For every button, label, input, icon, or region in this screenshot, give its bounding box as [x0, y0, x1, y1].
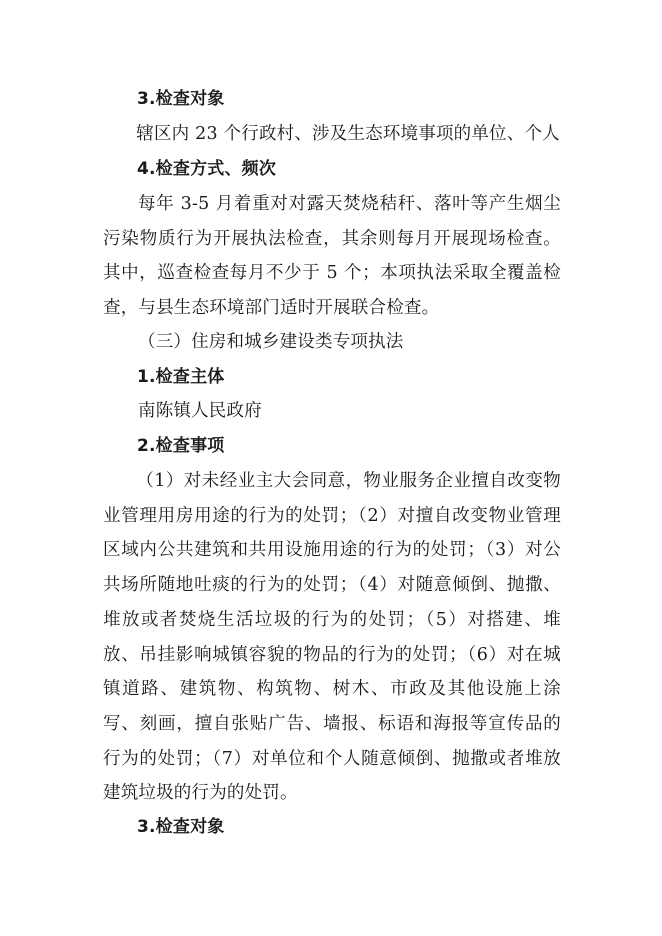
inspection-items-text: （1）对未经业主大会同意，物业服务企业擅自改变物业管理用房用途的行为的处罚；（2）对擅自改变物业管理区域内公共建筑和共用设施用途的行为的处罚；（3）对公共场所随地吐痰的行为的处罚；（4）对随意倾倒、抛撒、堆放或者焚烧生活垃圾的行为的处罚；（5）对搭建、堆放、吊挂影响城镇容貌的物品的行为的处罚；（6）对在城镇道路、建筑物、构筑物、树木、市政及其他设施上涂写、刻画，擅自张贴广告、墙报、标语和海报等宣传品的行为的处罚；（7）对单位和个人随意倾倒、抛撒或者堆放建筑垃圾的行为的处罚。	[103, 471, 561, 804]
inspection-subject-text: 南陈镇人民政府	[138, 401, 262, 421]
heading-inspection-object-2: 3.检查对象	[137, 817, 225, 837]
section-housing-construction-title: （三）住房和城乡建设类专项执法	[138, 332, 404, 352]
inspection-object-text: 辖区内 23 个行政村、涉及生态环境事项的单位、个人	[136, 124, 560, 144]
heading-inspection-items: 2.检查事项	[137, 436, 225, 456]
heading-inspection-subject: 1.检查主体	[137, 367, 225, 387]
inspection-method-text: 每年 3-5 月着重对对露天焚烧秸秆、落叶等产生烟尘污染物质行为开展执法检查，其余则每月开展现场检查。其中，巡查检查每月不少于 5 个；本项执法采取全覆盖检查，与县生态环境部门适时开展联合检查。	[103, 194, 561, 319]
heading-inspection-method: 4.检查方式、频次	[137, 159, 277, 179]
heading-inspection-object: 3.检查对象	[137, 89, 225, 109]
